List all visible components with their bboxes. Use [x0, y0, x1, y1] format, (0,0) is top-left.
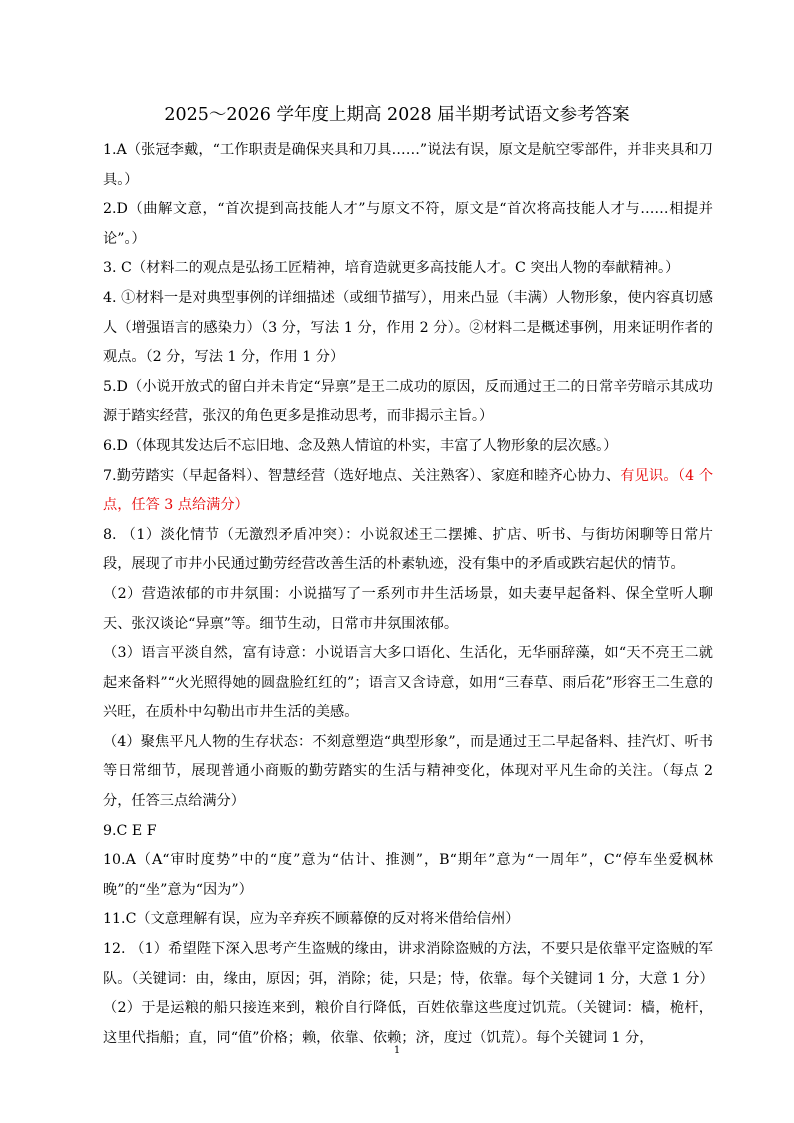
answer-list — [103, 136, 713, 1053]
answer-8-point-2: （2）营造浓郁的市井氛围：小说描写了一系列市井生活场景，如夫妻早起备料、保全堂听人聊天、张汉谈论“异禀”等。细节生动，日常市井氛围浓郁。 — [103, 585, 713, 632]
answer-7-highlight: 有见识。（4 个点，任答 3 点给满分） — [103, 467, 714, 514]
answer-8-point-3: （3）语言平淡自然，富有诗意：小说语言大多口语化、生活化，无华丽辞藻，如“天不亮王二就起来备料”“火光照得她的圆盘脸红红的”；语言又含诗意，如用“三春草、雨后花”形容王二生意的兴旺，在质朴中勾勒出市井生活的美感。 — [103, 645, 713, 721]
answer-9: 9.C E F — [103, 822, 157, 839]
answer-2: 2.D（曲解文意，“首次提到高技能人才”与原文不符，原文是“首次将高技能人才与……相提并论”。） — [103, 201, 713, 247]
answer-7-text: 7.勤劳踏实（早起备料）、智慧经营（选好地点、关注熟客）、家庭和睦齐心协力、 — [103, 467, 621, 484]
page-number: 1 — [393, 1045, 401, 1056]
answer-6: 6.D（体现其发达后不忘旧地、念及熟人情谊的朴实，丰富了人物形象的层次感。） — [103, 437, 618, 454]
answer-11: 11.C（文意理解有误，应为辛弃疾不顾幕僚的反对将米借给信州） — [103, 911, 520, 928]
answer-8-point-1: 8. （1）淡化情节（无激烈矛盾冲突）：小说叙述王二摆摊、扩店、听书、与街坊闲聊等日常片段，展现了市井小民通过勤劳经营改善生活的朴素轨迹，没有集中的矛盾或跌宕起伏的情节。 — [103, 526, 713, 573]
document-title: 2025～2026 学年度上期高 2028 届半期考试语文参考答案 — [164, 105, 630, 125]
answer-12-part-1: 12. （1）希望陛下深入思考产生盗贼的缘由，讲求消除盗贼的方法，不要只是依靠平定盗贼的军队。（关键词：由，缘由，原因；弭，消除；徒，只是；恃，依靠。每个关键词 1 分，大意 1 分） — [103, 941, 714, 987]
answer-10: 10.A（A“审时度势”中的“度”意为“估计、推测”，B“期年”意为“一周年”，C“停车坐爱枫林晚”的“坐”意为“因为”） — [103, 852, 713, 898]
answer-5: 5.D（小说开放式的留白并未肯定“异禀”是王二成功的原因，反而通过王二的日常辛劳暗示其成功源于踏实经营，张汉的角色更多是推动思考，而非揭示主旨。） — [103, 378, 713, 425]
answer-8-point-4: （4）聚焦平凡人物的生存状态：不刻意塑造“典型形象”，而是通过王二早起备料、挂汽灯、听书等日常细节，展现普通小商贩的勤劳踏实的生活与精神变化，体现对平凡生命的关注。（每点 2 分，任答三点给满分） — [103, 733, 713, 810]
answer-7 — [103, 462, 713, 521]
answer-4: 4. ①材料一是对典型事例的详细描述（或细节描写），用来凸显（丰满）人物形象，使内容真切感人（增强语言的感染力）（3 分，写法 1 分，作用 2 分）。②材料二是概述事例，用来证明作者的观点。（2 分，写法 1 分，作用 1 分） — [103, 289, 713, 366]
answer-1: 1.A（张冠李戴，“工作职责是确保夹具和刀具……”说法有误，原文是航空零部件，并非夹具和刀具。） — [103, 142, 713, 188]
answer-3: 3. C（材料二的观点是弘扬工匠精神，培育造就更多高技能人才。C 突出人物的奉献精神。） — [103, 260, 680, 277]
answer-12-part-2: （2）于是运粮的船只接连来到，粮价自行降低，百姓依靠这些度过饥荒。（关键词：樯，桅杆，这里代指船；直，同“值”价格；赖，依靠、依赖；济，度过（饥荒）。每个关键词 1 分， — [103, 1000, 713, 1046]
